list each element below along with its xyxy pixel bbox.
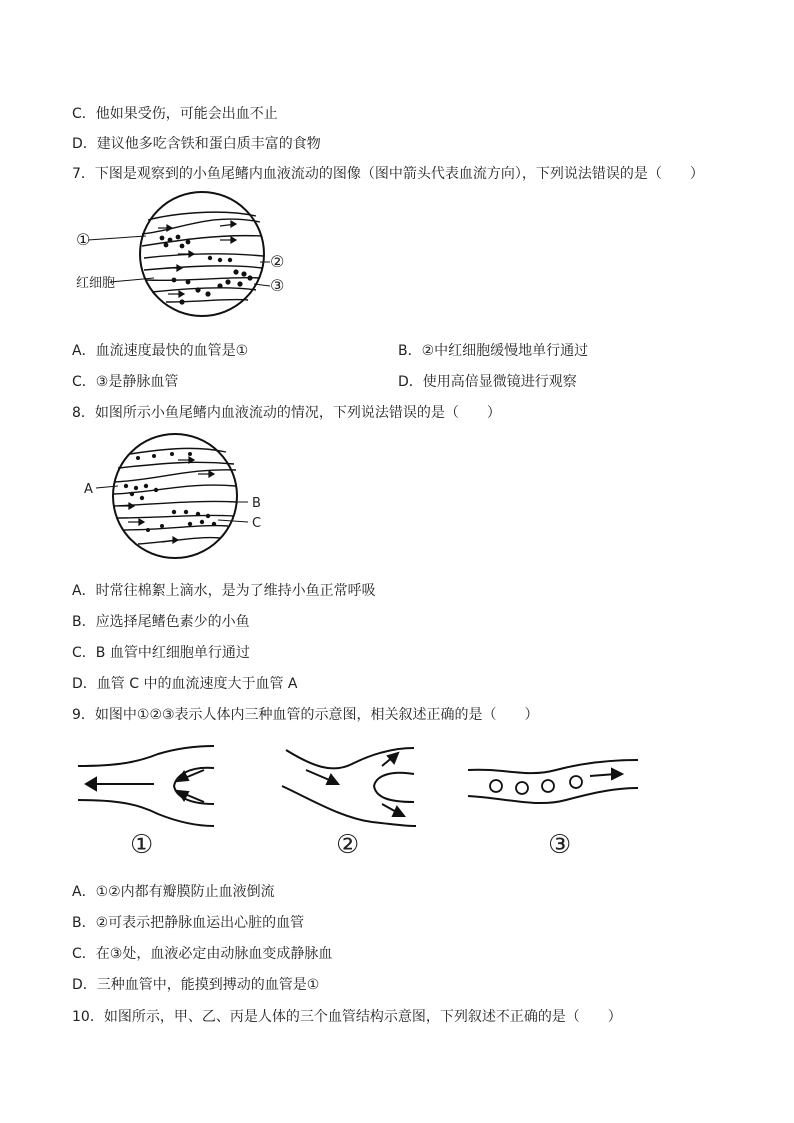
q8-option-c: C．B 血管中红细胞单行通过 [72,645,250,661]
q8-fish-tail-figure [78,430,278,570]
q9-vessel-3-figure [466,754,642,816]
q7-fish-tail-figure [70,190,290,330]
q9-label-2: ② [336,830,360,860]
q6-option-c: C．他如果受伤，可能会出血不止 [72,106,278,122]
q9-option-b: B．②可表示把静脉血运出心脏的血管 [72,915,305,931]
q7-label-rbc: 红细胞 [76,276,116,291]
q7-label-3: ③ [270,276,285,295]
q7-label-2: ② [270,252,285,271]
q9-option-d: D．三种血管中，能摸到搏动的血管是① [72,977,320,993]
q7-option-b: B．②中红细胞缓慢地单行通过 [398,343,589,359]
q10-stem: 10．如图所示，甲、乙、丙是人体的三个血管结构示意图，下列叙述不正确的是（ ） [72,1009,622,1025]
q7-option-a: A．血流速度最快的血管是① [72,343,249,359]
q9-label-1: ① [130,830,154,860]
q7-stem: 7．下图是观察到的小鱼尾鳍内血液流动的图像（图中箭头代表血流方向），下列说法错误的是（ ） [72,166,704,182]
q7-option-c: C．③是静脉血管 [72,374,179,390]
q9-label-3: ③ [548,830,572,860]
q9-vessel-1-figure [78,744,218,830]
q9-stem: 9．如图中①②③表示人体内三种血管的示意图，相关叙述正确的是（ ） [72,707,539,723]
q6-option-d: D．建议他多吃含铁和蛋白质丰富的食物 [72,136,321,152]
q9-vessel-2-figure [282,744,422,830]
q8-option-d: D．血管 C 中的血流速度大于血管 A [72,676,298,692]
q8-label-b: B [252,496,261,511]
q9-option-a: A．①②内都有瓣膜防止血液倒流 [72,884,275,900]
q7-label-1: ① [76,230,91,249]
q7-option-d: D．使用高倍显微镜进行观察 [398,374,577,390]
q9-option-c: C．在③处，血液必定由动脉血变成静脉血 [72,946,333,962]
q8-option-a: A．时常往棉絮上滴水，是为了维持小鱼正常呼吸 [72,583,376,599]
q8-label-c: C [252,516,262,531]
q8-stem: 8．如图所示小鱼尾鳍内血液流动的情况，下列说法错误的是（ ） [72,405,501,421]
q8-option-b: B．应选择尾鳍色素少的小鱼 [72,614,250,630]
q8-label-a: A [84,482,93,497]
